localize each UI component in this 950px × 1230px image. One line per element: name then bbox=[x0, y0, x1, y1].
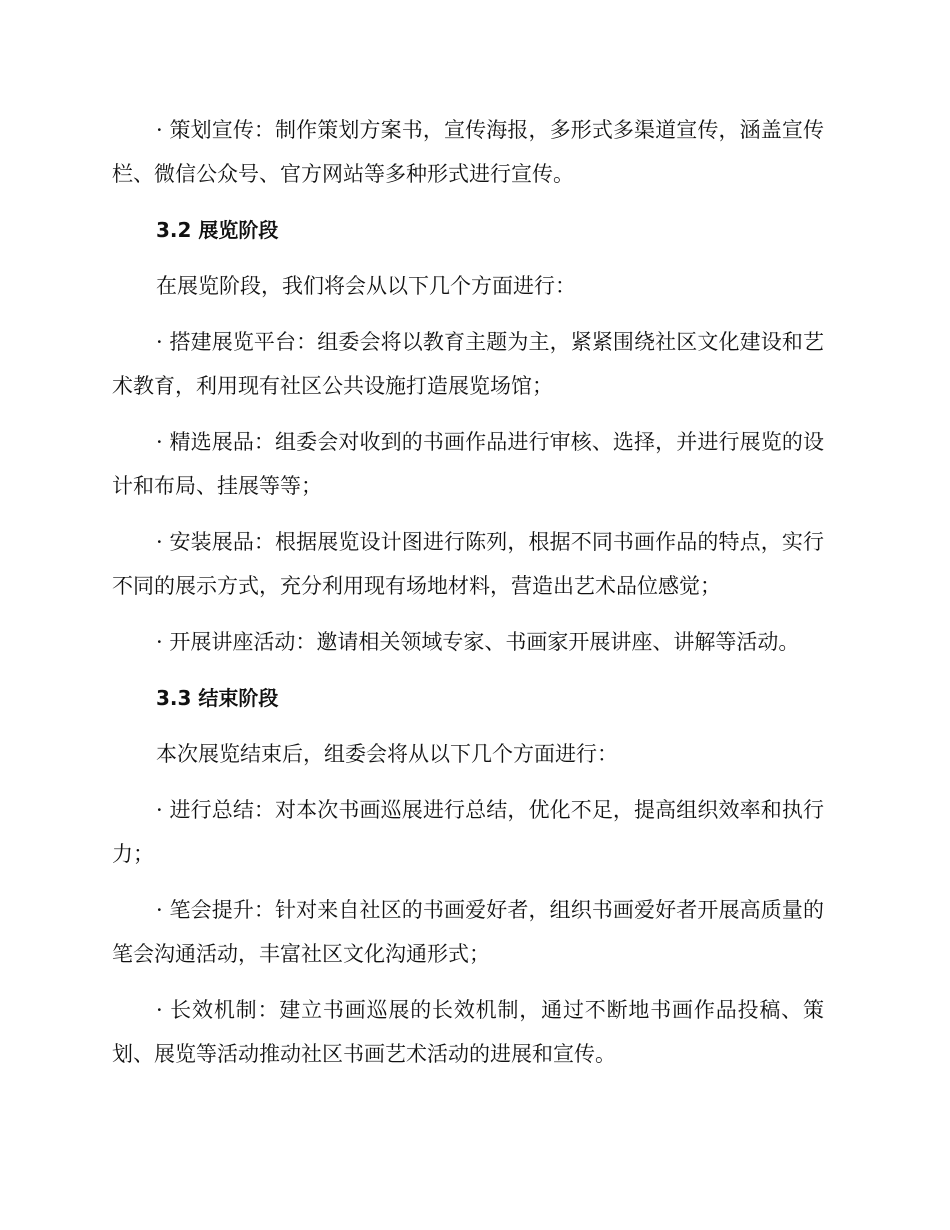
paragraph-build-platform: · 搭建展览平台：组委会将以教育主题为主，紧紧围绕社区文化建设和艺术教育，利用现有社区公共设施打造展览场馆； bbox=[112, 330, 824, 398]
paragraph-long-term-mechanism: · 长效机制：建立书画巡展的长效机制，通过不断地书画作品投稿、策划、展览等活动推动社区书画艺术活动的进展和宣传。 bbox=[112, 998, 824, 1066]
paragraph-summary: · 进行总结：对本次书画巡展进行总结，优化不足，提高组织效率和执行力； bbox=[112, 798, 824, 866]
paragraph-lectures: · 开展讲座活动：邀请相关领域专家、书画家开展讲座、讲解等活动。 bbox=[156, 630, 800, 654]
paragraph-closing-intro: 本次展览结束后，组委会将从以下几个方面进行： bbox=[156, 742, 618, 766]
paragraph-select-exhibits: · 精选展品：组委会对收到的书画作品进行审核、选择，并进行展览的设计和布局、挂展等等； bbox=[112, 430, 824, 498]
section-heading-closing-stage: 3.3 结束阶段 bbox=[156, 686, 279, 710]
paragraph-planning-promotion: · 策划宣传：制作策划方案书，宣传海报，多形式多渠道宣传，涵盖宣传栏、微信公众号、官方网站等多种形式进行宣传。 bbox=[112, 118, 824, 186]
section-heading-exhibition-stage: 3.2 展览阶段 bbox=[156, 218, 279, 242]
paragraph-brush-meeting: · 笔会提升：针对来自社区的书画爱好者，组织书画爱好者开展高质量的笔会沟通活动，丰富社区文化沟通形式； bbox=[112, 898, 824, 966]
document-page bbox=[112, 108, 824, 1088]
paragraph-install-exhibits: · 安装展品：根据展览设计图进行陈列，根据不同书画作品的特点，实行不同的展示方式，充分利用现有场地材料，营造出艺术品位感觉； bbox=[112, 530, 824, 598]
paragraph-exhibition-intro: 在展览阶段，我们将会从以下几个方面进行： bbox=[156, 274, 576, 298]
